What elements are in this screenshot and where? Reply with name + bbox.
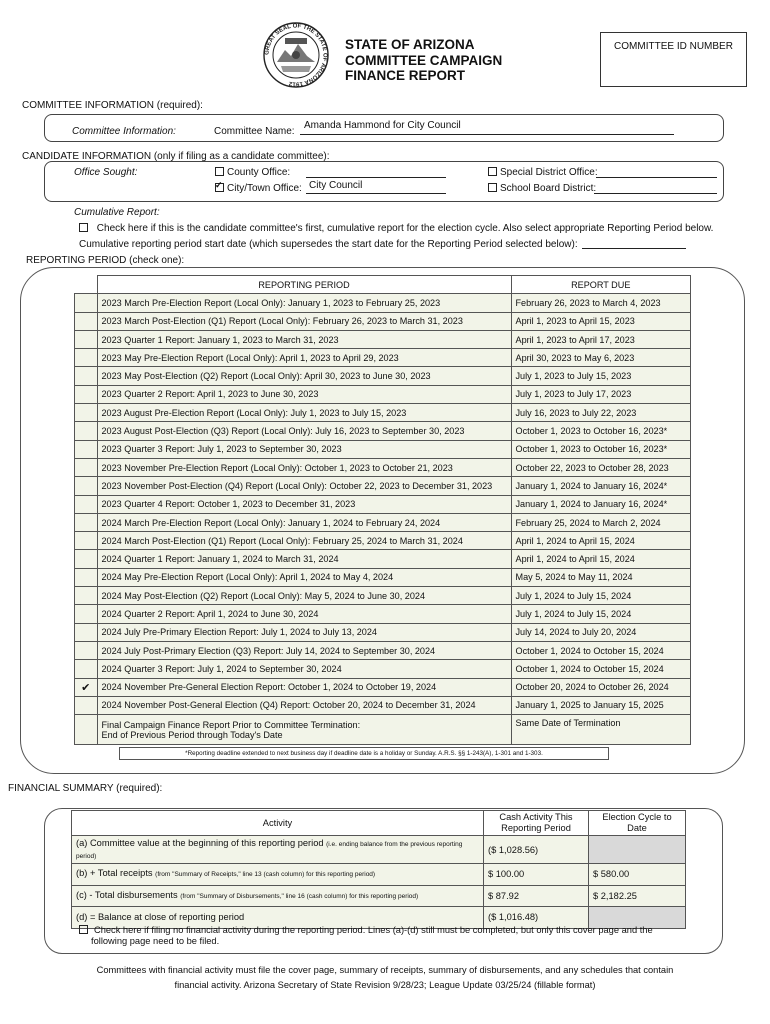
period-description: 2023 Quarter 4 Report: October 1, 2023 to December 31, 2023 [97,495,511,513]
period-column-header: REPORTING PERIOD [97,276,511,294]
period-due: April 30, 2023 to May 6, 2023 [511,349,691,367]
period-due: May 5, 2024 to May 11, 2024 [511,568,691,586]
financial-row [72,836,686,864]
reporting-period-row[interactable] [75,349,691,367]
cumulative-check-text: Check here if this is the candidate committee's first, cumulative report for the election cycle. Also select appropriate Reporting Period below. [96,223,714,234]
period-checkbox[interactable] [75,349,98,367]
period-due: July 1, 2024 to July 15, 2024 [511,605,691,623]
committee-name-label: Committee Name: [214,126,295,137]
reporting-period-row[interactable] [75,587,691,605]
period-due: July 1, 2024 to July 15, 2024 [511,587,691,605]
period-checkbox[interactable] [75,696,98,714]
no-activity-line-2: following page need to be filed. [91,936,220,946]
cumulative-option[interactable] [79,223,713,234]
reporting-period-table [74,275,691,762]
financial-cash-value[interactable]: $ 87.92 [484,885,589,907]
seal-text: GREAT SEAL OF THE STATE OF ARIZONA 1912 [264,23,328,87]
period-description: 2024 Quarter 1 Report: January 1, 2024 to March 31, 2024 [97,550,511,568]
period-checkbox[interactable] [75,422,98,440]
reporting-period-row[interactable] [75,294,691,312]
city-office-label: City/Town Office: [227,183,302,194]
city-office-option[interactable] [215,183,302,194]
committee-id-field[interactable] [600,32,747,87]
period-description: 2024 March Post-Election (Q1) Report (Local Only): February 25, 2024 to March 31, 2024 [97,532,511,550]
special-district-checkbox[interactable] [488,167,497,176]
reporting-period-row[interactable] [75,422,691,440]
arizona-state-seal [263,22,329,88]
period-due: April 1, 2023 to April 17, 2023 [511,330,691,348]
cumulative-start-field[interactable] [582,237,686,249]
period-checkbox[interactable] [75,477,98,495]
committee-info-label: Committee Information: [72,126,176,137]
period-description: 2023 August Post-Election (Q3) Report (Local Only): July 16, 2023 to September 30, 2023 [97,422,511,440]
no-activity-checkbox[interactable] [79,925,88,934]
county-office-label: County Office: [227,167,291,178]
final-period-line-1: Final Campaign Finance Report Prior to Committee Termination: [101,719,361,730]
school-board-checkbox[interactable] [488,183,497,192]
deadline-footnote: *Reporting deadline extended to next business day if deadline date is a holiday or Sunday. A.R.S. §§ 1-243(A), 1-301 and 1-303. [119,747,609,760]
reporting-period-row[interactable] [75,440,691,458]
committee-name-field[interactable] [300,118,674,135]
reporting-period-row[interactable] [75,678,691,696]
reporting-period-row[interactable] [75,641,691,659]
committee-id-label: COMMITTEE ID NUMBER [614,41,733,52]
period-due: October 1, 2023 to October 16, 2023* [511,422,691,440]
cash-column-header: Cash Activity This Reporting Period [484,811,589,836]
reporting-period-row[interactable] [75,458,691,476]
reporting-period-row[interactable] [75,623,691,641]
reporting-period-row[interactable] [75,660,691,678]
reporting-period-row[interactable] [75,330,691,348]
reporting-period-row[interactable] [75,367,691,385]
period-description: 2023 Quarter 1 Report: January 1, 2023 to March 31, 2023 [97,330,511,348]
financial-activity [72,885,484,907]
period-due: October 22, 2023 to October 28, 2023 [511,458,691,476]
period-checkbox[interactable] [75,623,98,641]
special-district-option[interactable] [488,167,598,178]
financial-row-label: (b) + Total receipts [76,868,153,879]
financial-activity [72,864,484,886]
school-board-label: School Board District: [500,183,597,194]
reporting-period-row[interactable] [75,532,691,550]
period-due: July 1, 2023 to July 17, 2023 [511,385,691,403]
reporting-period-row[interactable] [75,696,691,714]
period-checkbox[interactable] [75,568,98,586]
final-report-checkbox[interactable] [75,715,98,745]
reporting-period-row[interactable] [75,513,691,531]
office-sought-label: Office Sought: [74,167,138,178]
period-description: 2023 May Pre-Election Report (Local Only): April 1, 2023 to April 29, 2023 [97,349,511,367]
reporting-period-heading: REPORTING PERIOD (check one): [26,255,185,266]
period-checkbox[interactable] [75,495,98,513]
period-due: July 16, 2023 to July 22, 2023 [511,404,691,422]
financial-cash-value[interactable]: ($ 1,016.48) [484,907,589,929]
city-office-field[interactable] [306,179,446,194]
period-due: January 1, 2024 to January 16, 2024* [511,495,691,513]
city-office-checkbox[interactable] [215,183,224,192]
cycle-column-header: Election Cycle to Date [589,811,686,836]
period-description: 2024 Quarter 3 Report: July 1, 2024 to September 30, 2024 [97,660,511,678]
period-due: April 1, 2023 to April 15, 2023 [511,312,691,330]
period-due: January 1, 2025 to January 15, 2025 [511,696,691,714]
period-checkbox[interactable] [75,550,98,568]
financial-row [72,885,686,907]
period-checkbox[interactable] [75,660,98,678]
financial-row-label: (c) - Total disbursements [76,889,178,900]
county-office-field[interactable] [306,164,446,178]
financial-summary-heading: FINANCIAL SUMMARY (required): [8,783,163,794]
period-checkbox[interactable] [75,440,98,458]
period-checkbox[interactable]: ✔ [75,678,98,696]
financial-row-label: (d) = Balance at close of reporting period [76,912,245,923]
city-office-value: City Council [309,180,363,191]
period-due: April 1, 2024 to April 15, 2024 [511,532,691,550]
period-description: 2023 May Post-Election (Q2) Report (Local Only): April 30, 2023 to June 30, 2023 [97,367,511,385]
period-checkbox[interactable] [75,404,98,422]
period-checkbox[interactable] [75,458,98,476]
cumulative-label: Cumulative Report: [74,207,160,218]
financial-row-note: (i.e. ending balance from the previous reporting period) [76,840,463,860]
report-title [345,37,502,84]
reporting-period-row[interactable] [75,477,691,495]
period-description: 2024 July Post-Primary Election (Q3) Report: July 14, 2024 to September 30, 2024 [97,641,511,659]
financial-cycle-value[interactable]: $ 2,182.25 [589,885,686,907]
candidate-info-heading: CANDIDATE INFORMATION (only if filing as a candidate committee): [22,151,330,162]
financial-row-note: (from "Summary of Receipts," line 13 (cash column) for this reporting period) [155,871,376,879]
period-due: October 1, 2023 to October 16, 2023* [511,440,691,458]
reporting-period-row[interactable] [75,404,691,422]
final-report-row[interactable] [75,715,691,745]
period-description: 2023 Quarter 3 Report: July 1, 2023 to September 30, 2023 [97,440,511,458]
financial-summary-table [71,810,686,929]
financial-summary-rows [72,836,686,929]
period-due: July 1, 2023 to July 15, 2023 [511,367,691,385]
special-district-field[interactable] [596,164,717,178]
period-description: 2023 March Post-Election (Q1) Report (Local Only): February 26, 2023 to March 31, 2023 [97,312,511,330]
period-checkbox[interactable] [75,330,98,348]
title-line-1: STATE OF ARIZONA [345,37,475,52]
reporting-period-row[interactable] [75,605,691,623]
period-due: October 1, 2024 to October 15, 2024 [511,641,691,659]
period-due: October 20, 2024 to October 26, 2024 [511,678,691,696]
reporting-period-row[interactable] [75,568,691,586]
period-due: February 25, 2024 to March 2, 2024 [511,513,691,531]
period-checkbox[interactable] [75,385,98,403]
reporting-period-row[interactable] [75,550,691,568]
check-column-header [75,276,98,294]
title-line-2: COMMITTEE CAMPAIGN [345,52,503,68]
period-checkbox[interactable] [75,532,98,550]
county-office-option[interactable] [215,167,290,178]
period-checkbox[interactable] [75,605,98,623]
reporting-period-row[interactable] [75,495,691,513]
committee-info-heading: COMMITTEE INFORMATION (required): [22,100,203,111]
period-due: July 14, 2024 to July 20, 2024 [511,623,691,641]
county-office-checkbox[interactable] [215,167,224,176]
activity-column-header: Activity [72,811,484,836]
cumulative-start-text: Cumulative reporting period start date (which supersedes the start date for the Reporting Period selected below): [79,239,578,250]
period-checkbox[interactable] [75,294,98,312]
reporting-period-row[interactable] [75,385,691,403]
reporting-period-row[interactable] [75,312,691,330]
title-line-3: FINANCE REPORT [345,68,466,83]
period-checkbox[interactable] [75,587,98,605]
school-board-field[interactable] [594,180,717,194]
period-checkbox[interactable] [75,641,98,659]
due-column-header: REPORT DUE [511,276,691,294]
period-description: 2024 July Pre-Primary Election Report: July 1, 2024 to July 13, 2024 [97,623,511,641]
financial-row-note: (from "Summary of Disbursements," line 16 (cash column) for this reporting period) [180,892,419,900]
period-checkbox[interactable] [75,367,98,385]
cumulative-checkbox[interactable] [79,223,88,232]
footer-line-1: Committees with financial activity must file the cover page, summary of receipts, summary of disbursements, and any schedules that contain [96,965,674,975]
no-activity-option[interactable] [79,925,653,947]
financial-activity [72,836,484,864]
period-description: 2023 August Pre-Election Report (Local Only): July 1, 2023 to July 15, 2023 [97,404,511,422]
footer-notice [60,963,710,993]
final-period-line-2: End of Previous Period through Today's Date [101,729,283,740]
period-description: 2024 November Pre-General Election Report: October 1, 2024 to October 19, 2024 [97,678,511,696]
final-report-due: Same Date of Termination [511,715,691,745]
period-description: 2023 March Pre-Election Report (Local Only): January 1, 2023 to February 25, 2023 [97,294,511,312]
period-description: 2023 November Post-Election (Q4) Report (Local Only): October 22, 2023 to December 31, 2023 [97,477,511,495]
footer-line-2: financial activity. Arizona Secretary of State Revision 9/28/23; League Update 03/25/24 (fillable format) [174,980,596,990]
financial-row [72,864,686,886]
period-description: 2024 Quarter 2 Report: April 1, 2024 to June 30, 2024 [97,605,511,623]
financial-cycle-value [589,836,686,864]
financial-cash-value[interactable]: $ 100.00 [484,864,589,886]
period-checkbox[interactable] [75,513,98,531]
period-description: 2024 March Pre-Election Report (Local Only): January 1, 2024 to February 24, 2024 [97,513,511,531]
period-due: April 1, 2024 to April 15, 2024 [511,550,691,568]
period-description: 2024 November Post-General Election (Q4) Report: October 20, 2024 to December 31, 2024 [97,696,511,714]
no-activity-line-1: Check here if filing no financial activity during the reporting period. Lines (a)-(d) still must be completed, but only this cover page and the [94,925,653,935]
period-description: 2024 May Post-Election (Q2) Report (Local Only): May 5, 2024 to June 30, 2024 [97,587,511,605]
period-description: 2023 November Pre-Election Report (Local Only): October 1, 2023 to October 21, 2023 [97,458,511,476]
period-checkbox[interactable] [75,312,98,330]
period-due: February 26, 2023 to March 4, 2023 [511,294,691,312]
reporting-period-rows [75,294,691,763]
financial-row-label: (a) Committee value at the beginning of this reporting period [76,837,324,848]
period-description: 2024 May Pre-Election Report (Local Only): April 1, 2024 to May 4, 2024 [97,568,511,586]
financial-cycle-value[interactable]: $ 580.00 [589,864,686,886]
period-description: 2023 Quarter 2 Report: April 1, 2023 to June 30, 2023 [97,385,511,403]
special-district-label: Special District Office: [500,167,598,178]
committee-name-value: Amanda Hammond for City Council [304,120,461,131]
school-board-option[interactable] [488,183,596,194]
financial-cash-value[interactable]: ($ 1,028.56) [484,836,589,864]
final-report-description [97,715,511,745]
period-due: October 1, 2024 to October 15, 2024 [511,660,691,678]
period-due: January 1, 2024 to January 16, 2024* [511,477,691,495]
